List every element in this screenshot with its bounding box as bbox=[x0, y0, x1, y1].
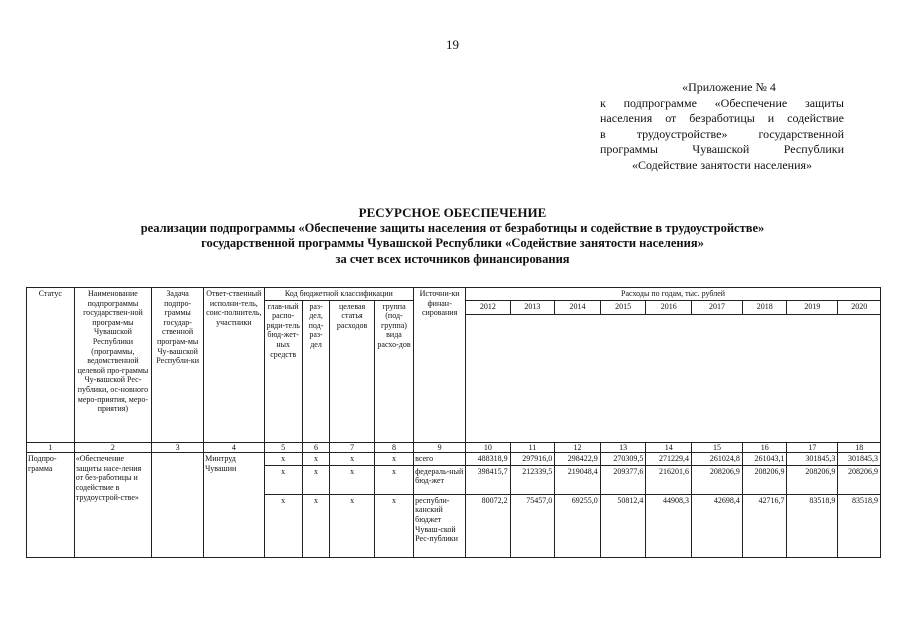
column-number: 18 bbox=[838, 442, 881, 453]
header-target: целевая статья расходов bbox=[330, 300, 375, 442]
code-cell: x bbox=[374, 453, 413, 466]
column-number: 2 bbox=[74, 442, 151, 453]
value-cell: 75457,0 bbox=[510, 494, 555, 557]
header-executor: Ответ-ственный исполни-тель, соис-полнитель, участники bbox=[204, 288, 264, 443]
value-cell: 488318,9 bbox=[466, 453, 511, 466]
value-cell: 80072,2 bbox=[466, 494, 511, 557]
table-row bbox=[27, 453, 881, 466]
code-cell: x bbox=[374, 494, 413, 557]
appendix-line: к подпрограмме «Обеспечение защиты bbox=[600, 95, 844, 110]
column-number: 12 bbox=[555, 442, 601, 453]
column-number: 6 bbox=[302, 442, 330, 453]
code-cell: x bbox=[264, 494, 302, 557]
value-cell: 261024,8 bbox=[692, 453, 743, 466]
header-group: группа (под-группа) вида расхо-дов bbox=[374, 300, 413, 442]
value-cell: 69255,0 bbox=[555, 494, 601, 557]
value-cell: 398415,7 bbox=[466, 465, 511, 494]
appendix-note bbox=[600, 80, 844, 173]
row-status: Подпро-грамма bbox=[27, 453, 75, 558]
code-cell: x bbox=[302, 453, 330, 466]
header-expenses: Расходы по годам, тыс. рублей bbox=[466, 288, 881, 301]
row-task bbox=[152, 453, 204, 558]
value-cell: 212339,5 bbox=[510, 465, 555, 494]
column-number: 8 bbox=[374, 442, 413, 453]
value-cell: 301845,3 bbox=[838, 453, 881, 466]
row-executor: Минтруд Чувашии bbox=[204, 453, 264, 558]
column-number: 5 bbox=[264, 442, 302, 453]
code-cell: x bbox=[264, 465, 302, 494]
column-number: 11 bbox=[510, 442, 555, 453]
value-cell: 44908,3 bbox=[646, 494, 692, 557]
header-section: раз-дел, под-раз-дел bbox=[302, 300, 330, 442]
value-cell: 208206,9 bbox=[838, 465, 881, 494]
row-name: «Обеспечение защиты насе-ления от без-работицы и содействие в трудоустрой-стве» bbox=[74, 453, 151, 558]
value-cell: 219048,4 bbox=[555, 465, 601, 494]
column-number: 9 bbox=[414, 442, 466, 453]
source-cell: республи-канский бюджет Чуваш-ской Рес-публики bbox=[414, 494, 466, 557]
document-title bbox=[0, 205, 905, 267]
code-cell: x bbox=[264, 453, 302, 466]
header-grbs: глав-ный распо-ряди-тель бюд-жет-ных средств bbox=[264, 300, 302, 442]
appendix-line: «Приложение № 4 bbox=[682, 80, 776, 94]
source-cell: федераль-ный бюд-жет bbox=[414, 465, 466, 494]
value-cell: 50812,4 bbox=[600, 494, 646, 557]
header-name: Наименование подпрограммы государствен-ной програм-мы Чувашской Республики (программы, ведомственной целевой про-граммы Чу-вашской Рес-публики, ос-новного меро-приятия, меро-приятия) bbox=[74, 288, 151, 443]
value-cell: 271229,4 bbox=[646, 453, 692, 466]
header-year: 2015 bbox=[600, 300, 646, 314]
value-cell: 83518,9 bbox=[787, 494, 838, 557]
header-year: 2016 bbox=[646, 300, 692, 314]
column-number: 13 bbox=[600, 442, 646, 453]
header-budget-code: Код бюджетной классификации bbox=[264, 288, 414, 301]
code-cell: x bbox=[330, 494, 375, 557]
column-number: 10 bbox=[466, 442, 511, 453]
title-line: за счет всех источников финансирования bbox=[335, 251, 570, 266]
title-main: РЕСУРСНОЕ ОБЕСПЕЧЕНИЕ bbox=[358, 205, 547, 220]
value-cell: 261043,1 bbox=[742, 453, 787, 466]
column-number: 3 bbox=[152, 442, 204, 453]
column-number: 17 bbox=[787, 442, 838, 453]
header-year: 2019 bbox=[787, 300, 838, 314]
code-cell: x bbox=[302, 494, 330, 557]
value-cell: 42698,4 bbox=[692, 494, 743, 557]
header-year: 2020 bbox=[838, 300, 881, 314]
column-number: 14 bbox=[646, 442, 692, 453]
code-cell: x bbox=[302, 465, 330, 494]
header-year: 2012 bbox=[466, 300, 511, 314]
code-cell: x bbox=[330, 453, 375, 466]
column-number: 15 bbox=[692, 442, 743, 453]
column-numbers-row bbox=[27, 442, 881, 453]
column-number: 16 bbox=[742, 442, 787, 453]
source-cell: всего bbox=[414, 453, 466, 466]
value-cell: 208206,9 bbox=[692, 465, 743, 494]
title-line: государственной программы Чувашской Республики «Содействие занятости населения» bbox=[201, 236, 704, 250]
header-task: Задача подпро-граммы государ-ственной програм-мы Чу-вашской Республи-ки bbox=[152, 288, 204, 443]
page-number: 19 bbox=[446, 37, 459, 52]
appendix-line: программы Чувашской Республики bbox=[600, 142, 844, 156]
header-year: 2017 bbox=[692, 300, 743, 314]
value-cell: 270309,5 bbox=[600, 453, 646, 466]
code-cell: x bbox=[330, 465, 375, 494]
year-column-body bbox=[466, 314, 881, 442]
column-number: 4 bbox=[204, 442, 264, 453]
header-source: Источни-ки финан-сирования bbox=[414, 288, 466, 443]
appendix-line: «Содействие занятости населения» bbox=[631, 157, 813, 172]
value-cell: 209377,6 bbox=[600, 465, 646, 494]
resource-table bbox=[26, 287, 881, 558]
header-year: 2013 bbox=[510, 300, 555, 314]
code-cell: x bbox=[374, 465, 413, 494]
value-cell: 208206,9 bbox=[742, 465, 787, 494]
column-number: 1 bbox=[27, 442, 75, 453]
value-cell: 42716,7 bbox=[742, 494, 787, 557]
header-year: 2018 bbox=[742, 300, 787, 314]
value-cell: 83518,9 bbox=[838, 494, 881, 557]
column-number: 7 bbox=[330, 442, 375, 453]
title-line: реализации подпрограммы «Обеспечение защиты населения от безработицы и содействие в трудоустройстве» bbox=[140, 220, 765, 235]
header-year: 2014 bbox=[555, 300, 601, 314]
appendix-line: населения от безработицы и содействие bbox=[600, 111, 844, 125]
appendix-line: в трудоустройстве» государственной bbox=[600, 126, 844, 141]
header-status: Статус bbox=[27, 288, 75, 443]
value-cell: 297916,0 bbox=[510, 453, 555, 466]
value-cell: 216201,6 bbox=[646, 465, 692, 494]
value-cell: 298422,9 bbox=[555, 453, 601, 466]
value-cell: 208206,9 bbox=[787, 465, 838, 494]
value-cell: 301845,3 bbox=[787, 453, 838, 466]
